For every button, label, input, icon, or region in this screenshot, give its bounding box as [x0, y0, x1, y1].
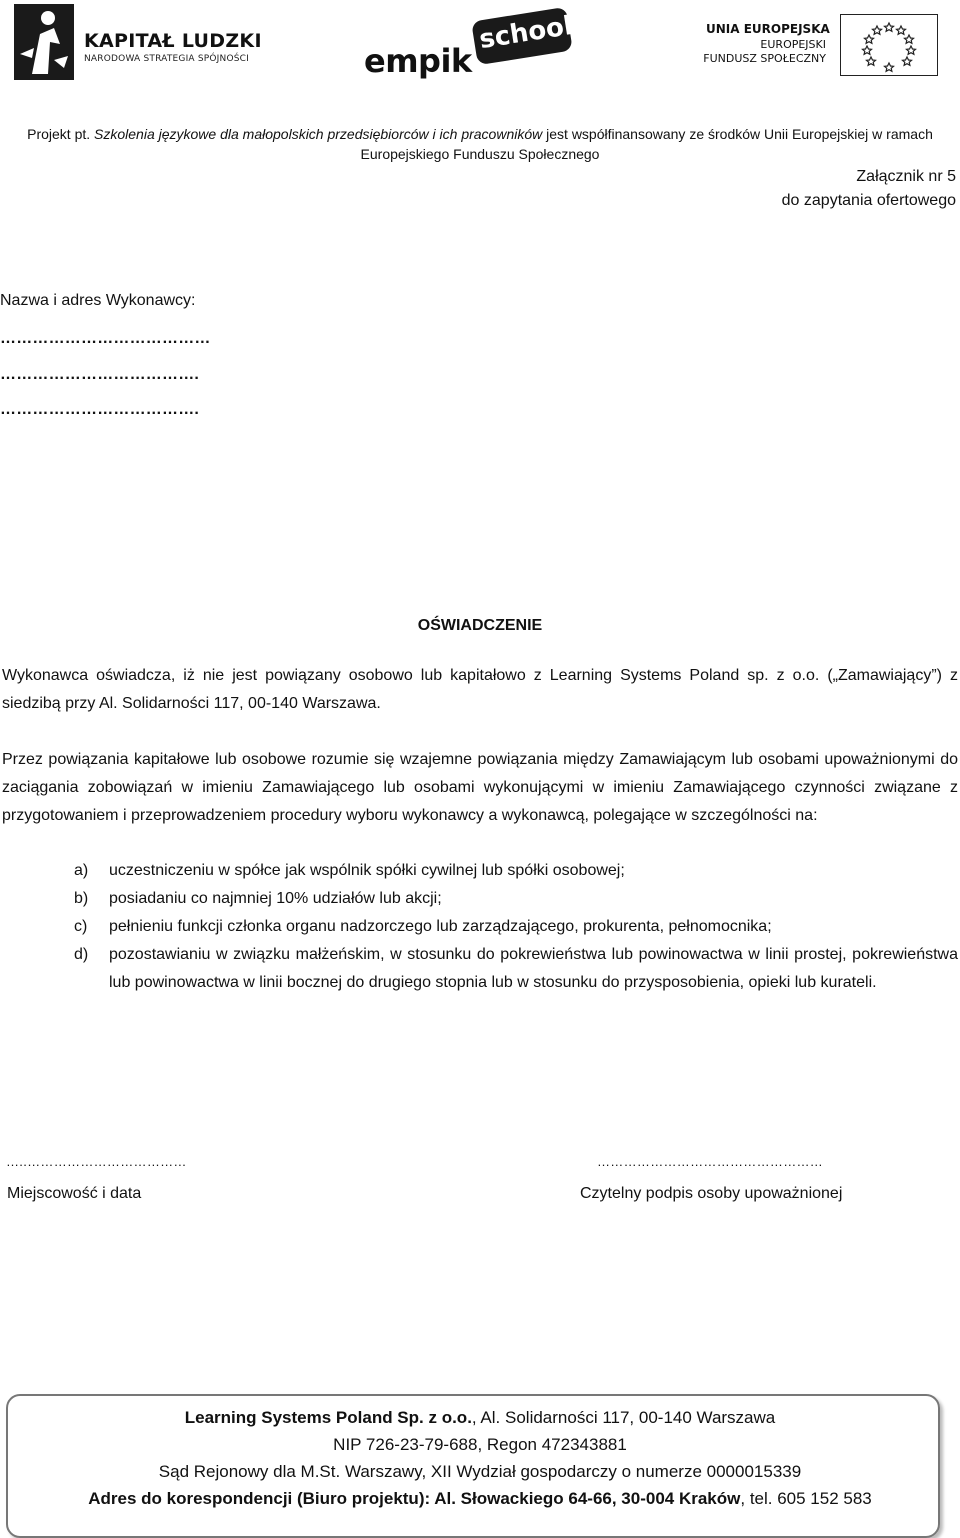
logo-bar: [0, 0, 960, 90]
eu-logo-line2: EUROPEJSKI: [760, 38, 826, 51]
footer-line4: [0, 1489, 960, 1509]
statement-title: OŚWIADCZENIE: [417, 617, 543, 634]
footer-line1: [0, 1408, 960, 1428]
annex-number: Załącznik nr 5: [856, 168, 956, 185]
empik-logo-text: empik: [364, 42, 472, 80]
annex-subtitle: do zapytania ofertowego: [781, 192, 956, 209]
signature-label: Czytelny podpis osoby upoważnionej: [580, 1185, 843, 1202]
signature-dots: ……………………………………………: [597, 1154, 824, 1169]
list-item-text: pełnieniu funkcji członka organu nadzorczego lub zarządzającego, prokurenta, pełnomocnika;: [109, 918, 772, 935]
footer-line2: NIP 726-23-79-688, Regon 472343881: [333, 1435, 627, 1454]
eu-logo-line3: FUNDUSZ SPOŁECZNY: [703, 52, 826, 65]
list-item-text: uczestniczeniu w spółce jak wspólnik spółki cywilnej lub spółki osobowej;: [109, 862, 625, 879]
list-item-marker: a): [74, 862, 89, 879]
place-date-label: Miejscowość i data: [7, 1185, 142, 1202]
project-header-line2: Europejskiego Funduszu Społecznego: [360, 146, 600, 162]
statement-paragraph-2: Przez powiązania kapitałowe lub osobowe rozumie się wzajemne powiązania między Zamawiającym lub osobami upoważnionymi do zaciągania zobowiązań w imieniu Zamawiającego lub osobami wykonującymi w imieniu Zamawiającego czynności związane z przygotowaniem i przeprowadzeniem procedury wyboru wykonawcy a wykonawcą, polegające w szczególności na:: [2, 751, 958, 824]
list-item-marker: b): [74, 890, 89, 907]
footer-correspondence: Adres do korespondencji (Biuro projektu): Al. Słowackiego 64-66, 30-004 Kraków: [88, 1489, 741, 1508]
place-date-dots: …..………………………………: [6, 1154, 187, 1169]
project-title: Szkolenia językowe dla małopolskich przedsiębiorców i ich pracowników: [94, 126, 543, 142]
contractor-label: Nazwa i adres Wykonawcy:: [0, 292, 196, 309]
list-item-text: posiadaniu co najmniej 10% udziałów lub akcji;: [109, 890, 442, 907]
kapital-ludzki-title: KAPITAŁ LUDZKI: [84, 30, 262, 52]
footer-line3: Sąd Rejonowy dla M.St. Warszawy, XII Wydział gospodarczy o numerze 0000015339: [158, 1462, 802, 1481]
footer-phone: , tel. 605 152 583: [740, 1489, 872, 1508]
list-item: [2, 941, 958, 997]
footer-address: , Al. Solidarności 117, 00-140 Warszawa: [471, 1408, 776, 1427]
contractor-dots-2: ……………………………….: [0, 366, 200, 383]
statement-list: [2, 857, 958, 997]
eu-logo-line1: UNIA EUROPEJSKA: [706, 22, 830, 36]
contractor-dots-1: …………………………………: [0, 330, 211, 347]
project-suffix: jest współfinansowany ze środków Unii Europejskiej w ramach: [542, 126, 933, 142]
list-item: [2, 885, 958, 913]
list-item-text: pozostawianiu w związku małżeńskim, w stosunku do pokrewieństwa lub powinowactwa w linii prostej, pokrewieństwa lub powinowactwa w linii bocznej do drugiego stopnia lub w stosunku do przysposobienia, opieki lub kurateli.: [109, 946, 958, 991]
footer-company: Learning Systems Poland Sp. z o.o.: [184, 1408, 472, 1427]
contractor-dots-3: ……………………………….: [0, 401, 200, 418]
school-logo-text: school: [477, 10, 575, 56]
list-item-marker: c): [74, 918, 88, 935]
project-prefix: Projekt pt.: [27, 126, 95, 142]
kapital-ludzki-logo-icon: [14, 4, 74, 80]
list-item: [2, 857, 958, 885]
list-item-marker: d): [74, 946, 89, 963]
project-header-line1: [0, 126, 960, 142]
list-item: [2, 913, 958, 941]
eu-flag-icon: [840, 14, 938, 76]
statement-paragraph-1: Wykonawca oświadcza, iż nie jest powiązany osobowo lub kapitałowo z Learning Systems Poland sp. z o.o. („Zamawiający”) z siedzibą przy Al. Solidarności 117, 00-140 Warszawa.: [2, 667, 958, 712]
kapital-ludzki-subtitle: NARODOWA STRATEGIA SPÓJNOŚCI: [84, 54, 249, 64]
